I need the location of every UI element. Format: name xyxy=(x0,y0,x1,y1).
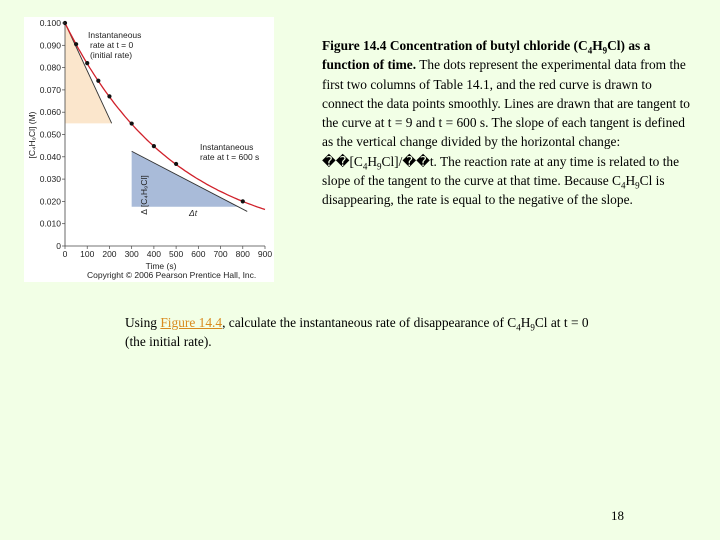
figure-14-4 xyxy=(24,17,274,282)
y-tick-label-2: 0.020 xyxy=(39,196,61,207)
y-axis-label: [C₄H₉Cl] (M) xyxy=(27,111,37,159)
annotation-delta-t: Δt xyxy=(189,208,198,218)
x-axis-label: Time (s) xyxy=(145,261,177,271)
data-point-4 xyxy=(107,94,111,98)
caption-sub3: 4 xyxy=(620,180,626,191)
question-part1: Using xyxy=(125,315,161,330)
x-tick-label-9: 900 xyxy=(257,249,273,259)
caption-sub1: 4 xyxy=(362,161,368,172)
data-point-7 xyxy=(174,162,178,166)
data-point-8 xyxy=(241,199,245,203)
data-point-5 xyxy=(130,121,134,125)
page-number: 18 xyxy=(611,508,624,523)
y-tick-label-4: 0.040 xyxy=(39,151,61,162)
y-tick-label-10: 0.100 xyxy=(39,18,61,28)
caption-title-part2: H xyxy=(592,38,603,53)
x-tick-label-8: 800 xyxy=(235,249,250,259)
x-tick-label-1: 100 xyxy=(80,249,95,259)
annotation-t600-line2: rate at t = 600 s xyxy=(200,152,260,162)
caption-title-part3: Cl) as a function of time. xyxy=(322,38,651,73)
x-tick-label-2: 200 xyxy=(102,249,117,259)
question-part3: H xyxy=(520,315,531,330)
data-point-3 xyxy=(96,79,100,83)
caption-text-part5: Cl is disappearing, the rate is equal to the negative of the slope. xyxy=(322,173,665,208)
x-tick-label-5: 500 xyxy=(169,249,184,259)
y-tick-label-6: 0.060 xyxy=(39,107,61,118)
caption-sub4: 9 xyxy=(635,180,640,191)
figure-copyright: Copyright © 2006 Pearson Prentice Hall, Inc. xyxy=(87,270,257,280)
concentration-chart xyxy=(24,17,274,282)
caption-text-part1: The dots represent the experimental data from the first two columns of Table 14.1, and the red curve is drawn to connect the data points smoothly. Lines are drawn that are tangent to the curve at t = 9 and t = 600 s. The slope of each tangent is defined as the vertical change divided by the horizontal change: ��[C xyxy=(322,57,690,169)
y-tick-label-8: 0.080 xyxy=(39,62,61,73)
y-tick-label-7: 0.070 xyxy=(39,84,61,95)
figure-link[interactable]: Figure 14.4 xyxy=(160,315,223,330)
y-tick-label-5: 0.050 xyxy=(39,129,61,140)
x-tick-label-4: 400 xyxy=(146,249,161,259)
y-tick-label-0: 0 xyxy=(56,241,61,251)
caption-text-part2: H xyxy=(367,153,378,169)
question-part2: , calculate the instantaneous rate of disappearance of C xyxy=(222,315,517,330)
caption-title-sub1: 4 xyxy=(587,45,593,56)
data-point-1 xyxy=(74,42,78,46)
question-part4: Cl at t = 0 (the initial rate). xyxy=(125,315,589,350)
question-sub2: 9 xyxy=(530,322,535,333)
caption-title-part1: Figure 14.4 Concentration of butyl chloride (C xyxy=(322,38,588,53)
x-tick-label-6: 600 xyxy=(191,249,206,259)
question-text xyxy=(125,313,595,352)
x-tick-label-7: 700 xyxy=(213,249,228,259)
caption-sub2: 9 xyxy=(377,161,382,172)
data-point-6 xyxy=(152,144,156,148)
y-tick-label-3: 0.030 xyxy=(39,174,61,185)
caption-text-part4: H xyxy=(625,173,636,189)
x-tick-label-0: 0 xyxy=(62,249,68,259)
y-tick-label-1: 0.010 xyxy=(39,218,61,229)
caption-title-sub2: 9 xyxy=(602,45,608,56)
question-sub1: 4 xyxy=(516,322,521,333)
annotation-t0-line2: rate at t = 0 xyxy=(90,40,134,50)
y-tick-label-9: 0.090 xyxy=(39,40,61,51)
annotation-t0-line1: Instantaneous xyxy=(88,30,142,40)
x-tick-label-3: 300 xyxy=(124,249,139,259)
data-point-2 xyxy=(85,61,89,65)
caption-text-part3: Cl]/��t. The reaction rate at any time is related to the slope of the tangent to the curve at that time. Because C xyxy=(322,153,680,189)
annotation-t600-line1: Instantaneous xyxy=(200,142,254,152)
annotation-delta-conc: Δ [C₄H₉Cl] xyxy=(139,175,149,215)
figure-caption xyxy=(322,36,694,210)
annotation-t0-line3: (initial rate) xyxy=(90,50,133,60)
